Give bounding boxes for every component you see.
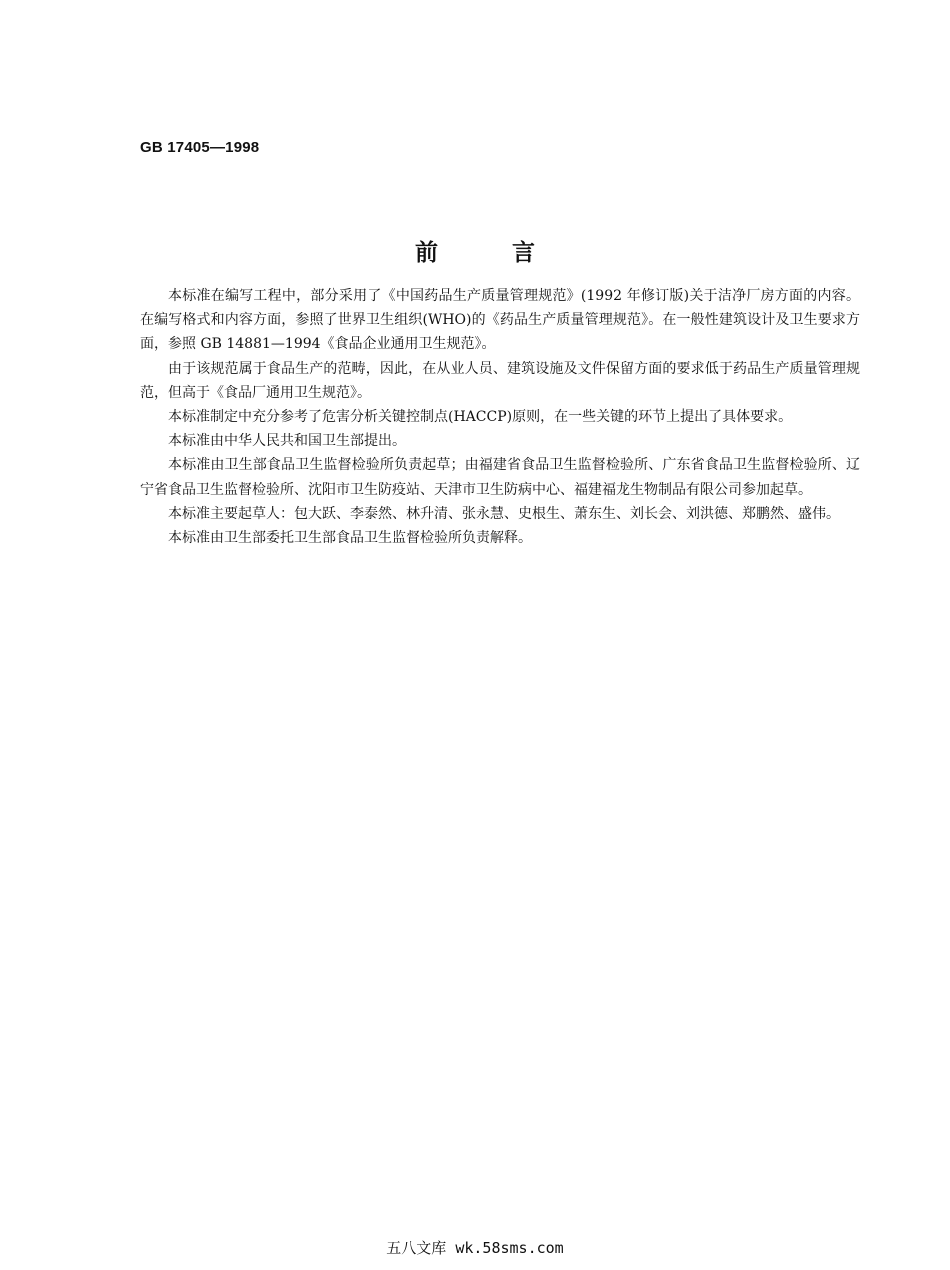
paragraph-4: 本标准由中华人民共和国卫生部提出。 — [168, 433, 406, 450]
paragraph-3: 本标准制定中充分参考了危害分析关键控制点(HACCP)原则，在一些关键的环节上提出了具体要求。 — [168, 409, 793, 426]
paragraph-7: 本标准由卫生部委托卫生部食品卫生监督检验所负责解释。 — [168, 530, 532, 547]
paragraph-1: 本标准在编写工程中，部分采用了《中国药品生产质量管理规范》(1992 年修订版)关于洁净厂房方面的内容。在编写格式和内容方面，参照了世界卫生组织(WHO)的《药品生产质量管理规范》。在一般性建筑设计及卫生要求方面，参照 GB 14881—1994《食品企业通用卫生规范》。 — [140, 288, 860, 353]
paragraph-2: 由于该规范属于食品生产的范畴，因此，在从业人员、建筑设施及文件保留方面的要求低于药品生产质量管理规范，但高于《食品厂通用卫生规范》。 — [140, 360, 860, 401]
paragraph-6: 本标准主要起草人：包大跃、李泰然、林升清、张永慧、史根生、萧东生、刘长会、刘洪德、郑鹏然、盛伟。 — [168, 505, 840, 522]
page-title — [0, 234, 950, 267]
paragraph-5: 本标准由卫生部食品卫生监督检验所负责起草；由福建省食品卫生监督检验所、广东省食品卫生监督检验所、辽宁省食品卫生监督检验所、沈阳市卫生防疫站、天津市卫生防病中心、福建福龙生物制品有限公司参加起草。 — [140, 457, 860, 498]
foreword-body — [140, 284, 860, 550]
footer-watermark: 五八文库 wk.58sms.com — [386, 1239, 564, 1257]
title-char-2: 言 — [512, 240, 535, 266]
title-char-1: 前 — [415, 240, 438, 266]
standard-code: GB 17405—1998 — [140, 139, 260, 156]
